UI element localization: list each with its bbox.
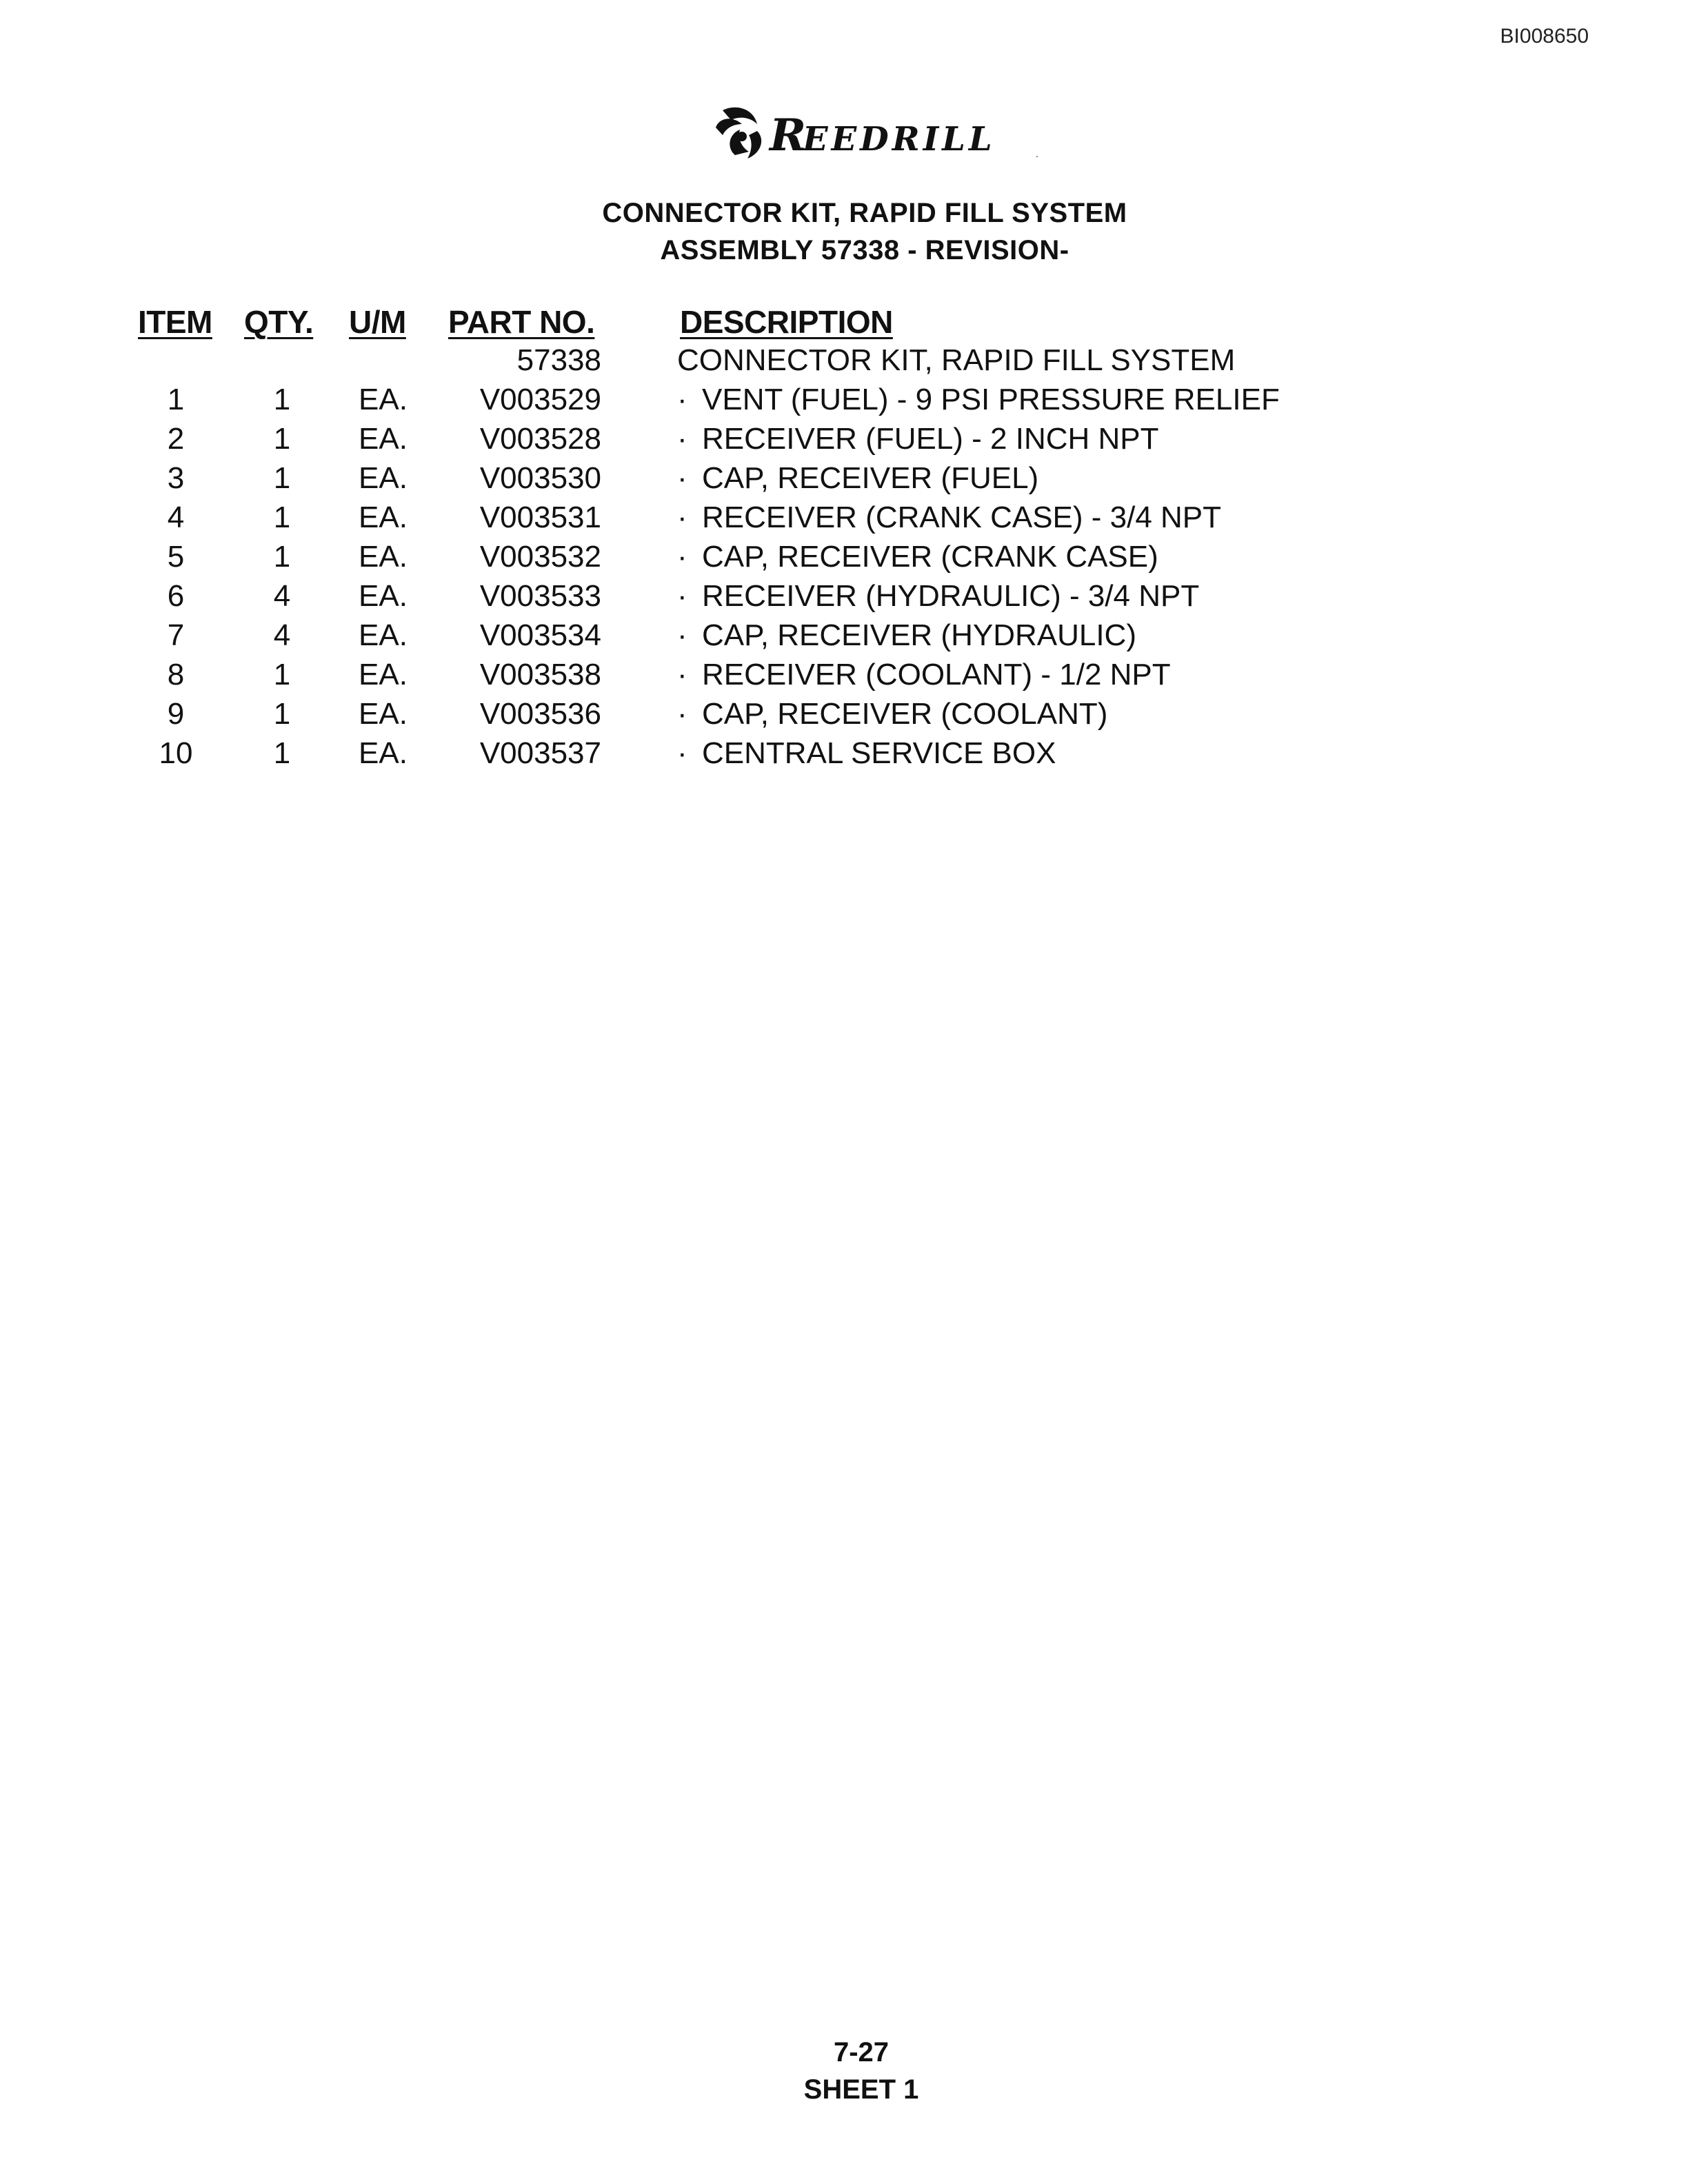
- unit-of-measure: EA.: [359, 736, 408, 770]
- assembly-row: [0, 343, 1688, 383]
- bullet-icon: ·: [677, 579, 687, 613]
- table-row: [0, 461, 1688, 501]
- assembly-description: CONNECTOR KIT, RAPID FILL SYSTEM: [677, 343, 1236, 377]
- header-um: U/M: [349, 304, 406, 340]
- bullet-icon: ·: [677, 697, 687, 731]
- unit-of-measure: EA.: [359, 658, 408, 691]
- description: VENT (FUEL) - 9 PSI PRESSURE RELIEF: [702, 383, 1280, 416]
- svg-text:R: R: [770, 110, 809, 161]
- table-row: [0, 540, 1688, 579]
- bullet-icon: ·: [677, 501, 687, 534]
- document-title: [0, 194, 1688, 269]
- part-number: V003537: [479, 736, 601, 770]
- bullet-icon: ·: [677, 736, 687, 770]
- quantity: 1: [273, 461, 291, 495]
- description: CAP, RECEIVER (HYDRAULIC): [702, 618, 1136, 652]
- part-number: V003528: [479, 422, 601, 456]
- item-number: 4: [167, 501, 185, 534]
- item-number: 10: [159, 736, 193, 770]
- svg-text:.: .: [1036, 150, 1038, 159]
- description: RECEIVER (HYDRAULIC) - 3/4 NPT: [702, 579, 1200, 613]
- quantity: 1: [273, 658, 291, 691]
- header-qty: QTY.: [244, 304, 314, 340]
- bullet-icon: ·: [677, 540, 687, 574]
- unit-of-measure: EA.: [359, 540, 408, 574]
- quantity: 1: [273, 422, 291, 456]
- part-number: V003531: [479, 501, 601, 534]
- item-number: 3: [167, 461, 185, 495]
- title-line-2: ASSEMBLY 57338 - REVISION-: [660, 235, 1069, 265]
- bullet-icon: ·: [677, 618, 687, 652]
- item-number: 5: [167, 540, 185, 574]
- reedrill-logo: [702, 97, 1047, 172]
- bullet-icon: ·: [677, 422, 687, 456]
- quantity: 1: [273, 501, 291, 534]
- table-row: [0, 383, 1688, 422]
- quantity: 4: [273, 618, 291, 652]
- unit-of-measure: EA.: [359, 501, 408, 534]
- swirl-emblem-icon: [716, 108, 761, 159]
- item-number: 8: [167, 658, 185, 691]
- header-part-no: PART NO.: [448, 304, 595, 340]
- header-item: ITEM: [138, 304, 212, 340]
- part-number: V003532: [479, 540, 601, 574]
- table-row: [0, 697, 1688, 736]
- quantity: 4: [273, 579, 291, 613]
- part-number: V003529: [479, 383, 601, 416]
- description: RECEIVER (FUEL) - 2 INCH NPT: [702, 422, 1159, 456]
- page-footer: [0, 2034, 1688, 2108]
- item-number: 1: [167, 383, 185, 416]
- header-description: DESCRIPTION: [680, 304, 893, 340]
- description: RECEIVER (COOLANT) - 1/2 NPT: [702, 658, 1171, 691]
- document-id: BI008650: [1500, 25, 1589, 48]
- item-number: 7: [167, 618, 185, 652]
- item-number: 9: [167, 697, 185, 731]
- table-row: [0, 422, 1688, 461]
- bullet-icon: ·: [677, 461, 687, 495]
- sheet-number: SHEET 1: [803, 2074, 919, 2105]
- description: CAP, RECEIVER (CRANK CASE): [702, 540, 1158, 574]
- quantity: 1: [273, 697, 291, 731]
- part-number: V003533: [479, 579, 601, 613]
- part-number: V003538: [479, 658, 601, 691]
- item-number: 2: [167, 422, 185, 456]
- table-row: [0, 618, 1688, 658]
- svg-text:EEDRILL: EEDRILL: [803, 120, 996, 159]
- unit-of-measure: EA.: [359, 579, 408, 613]
- table-row: [0, 736, 1688, 776]
- quantity: 1: [273, 736, 291, 770]
- part-number: V003534: [479, 618, 601, 652]
- description: RECEIVER (CRANK CASE) - 3/4 NPT: [702, 501, 1222, 534]
- part-number: V003536: [479, 697, 601, 731]
- description: CENTRAL SERVICE BOX: [702, 736, 1056, 770]
- title-line-1: CONNECTOR KIT, RAPID FILL SYSTEM: [602, 198, 1127, 228]
- table-row: [0, 658, 1688, 697]
- unit-of-measure: EA.: [359, 461, 408, 495]
- bullet-icon: ·: [677, 658, 687, 691]
- item-number: 6: [167, 579, 185, 613]
- unit-of-measure: EA.: [359, 697, 408, 731]
- part-number: V003530: [479, 461, 601, 495]
- assembly-part-no: 57338: [516, 343, 601, 377]
- bullet-icon: ·: [677, 383, 687, 416]
- unit-of-measure: EA.: [359, 422, 408, 456]
- quantity: 1: [273, 540, 291, 574]
- unit-of-measure: EA.: [359, 618, 408, 652]
- reedrill-logo-graphic: [702, 97, 1047, 172]
- description: CAP, RECEIVER (COOLANT): [702, 697, 1108, 731]
- table-row: [0, 579, 1688, 618]
- page-number: 7-27: [833, 2037, 890, 2067]
- quantity: 1: [273, 383, 291, 416]
- table-row: [0, 501, 1688, 540]
- unit-of-measure: EA.: [359, 383, 408, 416]
- description: CAP, RECEIVER (FUEL): [702, 461, 1039, 495]
